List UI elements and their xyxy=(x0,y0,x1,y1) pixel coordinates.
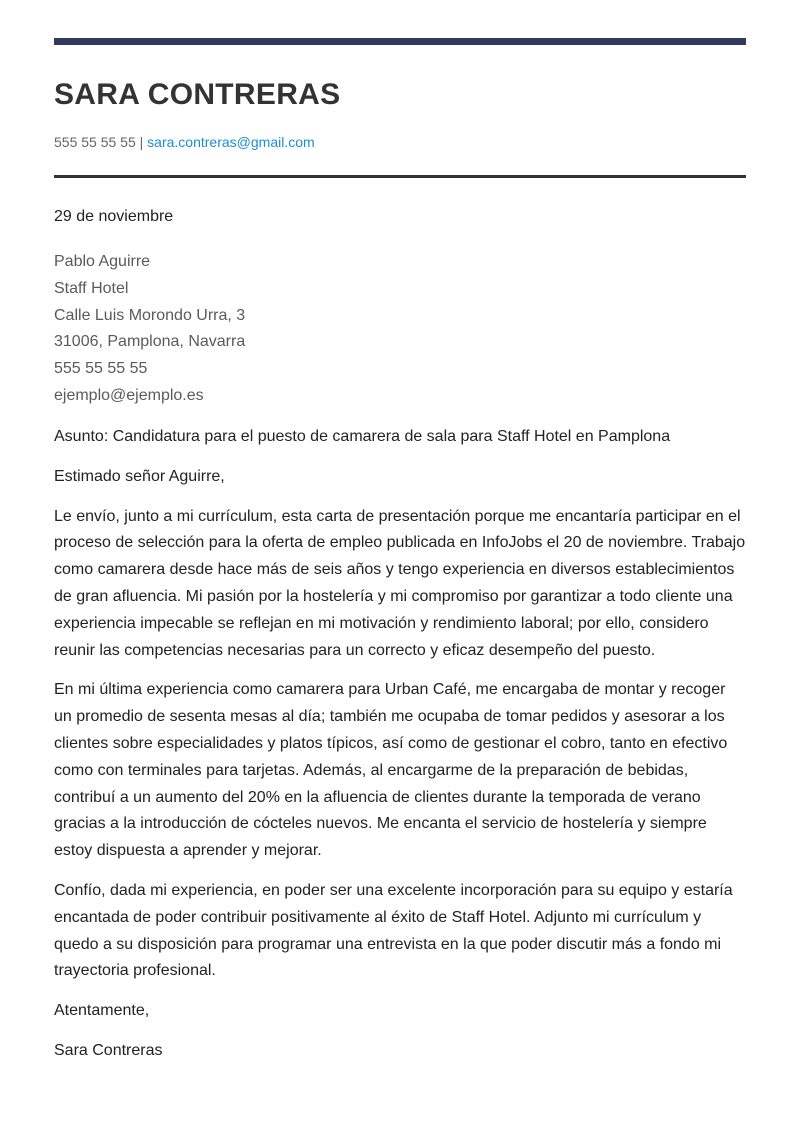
header-divider xyxy=(54,175,746,178)
letter-subject: Asunto: Candidatura para el puesto de camarera de sala para Staff Hotel en Pamplona xyxy=(54,428,671,445)
recipient-city: 31006, Pamplona, Navarra xyxy=(54,333,246,351)
letter-paragraph-3: Confío, dada mi experiencia, en poder ser una excelente incorporación para su equipo y estaría encantada de poder contribuir positivamente al éxito de Staff Hotel. Adjunto mi currículum y quedo a su disposición para programar una entrevista en la que poder discutir más a fondo mi trayectoria profesional. xyxy=(54,881,733,980)
letter-paragraph-2: En mi última experiencia como camarera para Urban Café, me encargaba de montar y recoger un promedio de sesenta mesas al día; también me ocupaba de tomar pedidos y asesorar a los clientes sobre especialidades y platos típicos, así como de gestionar el cobro, tanto en efectivo como con terminales para tarjetas. Además, al encargarme de la preparación de bebidas, contribuí a un aumento del 20% en la afluencia de clientes durante la temporada de verano gracias a la introducción de cócteles nuevos. Me encanta el servicio de hostelería y siempre estoy dispuesta a aprender y mejorar. xyxy=(54,681,728,860)
applicant-phone: 555 55 55 55 xyxy=(54,134,136,150)
contact-separator: | xyxy=(135,134,148,150)
recipient-company: Staff Hotel xyxy=(54,279,129,297)
top-accent-bar xyxy=(54,38,746,45)
letter-date: 29 de noviembre xyxy=(54,208,174,225)
recipient-email: ejemplo@ejemplo.es xyxy=(54,386,204,404)
letter-body xyxy=(54,424,746,1078)
applicant-name: SARA CONTRERAS xyxy=(54,78,341,111)
recipient-name: Pablo Aguirre xyxy=(54,253,151,270)
recipient-street: Calle Luis Morondo Urra, 3 xyxy=(54,306,246,324)
letter-paragraph-1: Le envío, junto a mi currículum, esta carta de presentación porque me encantaría participar en el proceso de selección para la oferta de empleo publicada en InfoJobs el 20 de noviembre. Trabajo como camarera desde hace más de seis años y tengo experiencia en diversos establecimientos de gran afluencia. Mi pasión por la hostelería y mi compromiso por garantizar a todo cliente una experiencia impecable se reflejan en mi motivación y rendimiento laboral; por ello, considero reunir las competencias necesarias para un correcto y eficaz desempeño del puesto. xyxy=(54,507,746,659)
applicant-email-link[interactable]: sara.contreras@gmail.com xyxy=(147,134,315,150)
letter-signature: Sara Contreras xyxy=(54,1041,163,1059)
letter-greeting: Estimado señor Aguirre, xyxy=(54,467,225,485)
recipient-block xyxy=(54,249,245,410)
contact-line xyxy=(54,134,315,150)
recipient-phone: 555 55 55 55 xyxy=(54,360,148,378)
letter-closing: Atentamente, xyxy=(54,1002,150,1020)
